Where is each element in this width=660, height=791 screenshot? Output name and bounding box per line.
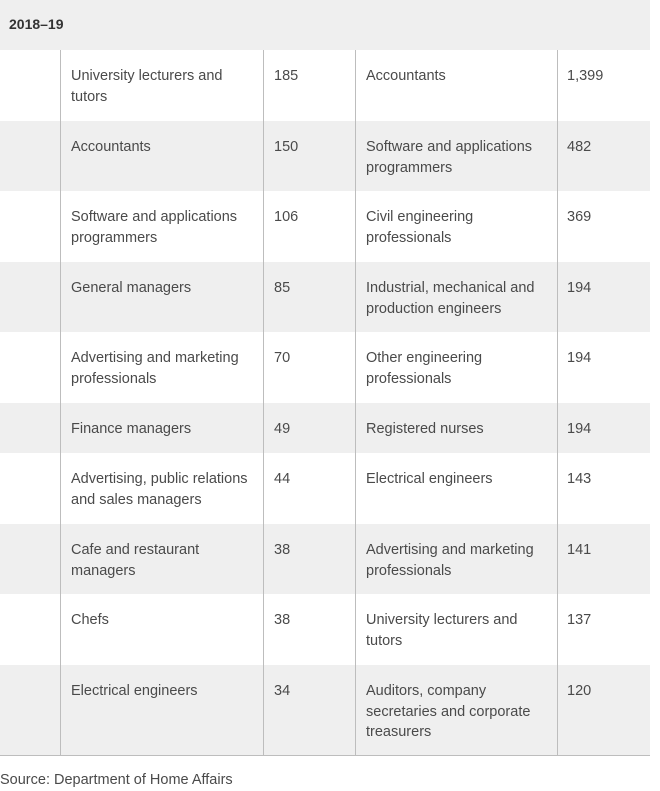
count-a-cell: 38 — [274, 542, 291, 558]
occupation-a-cell: Electrical engineers — [71, 683, 198, 699]
occupation-b-cell: Advertising and marketing professionals — [366, 542, 534, 579]
occupation-a-cell: University lecturers and tutors — [71, 68, 223, 105]
count-a-cell: 70 — [274, 350, 291, 366]
table-row — [0, 594, 650, 665]
occupation-a-cell: Advertising, public relations and sales managers — [71, 471, 248, 508]
occupation-b-cell: Software and applications programmers — [366, 139, 533, 176]
table-row — [0, 453, 650, 524]
count-a-cell: 49 — [274, 421, 291, 437]
source-note: Source: Department of Home Affairs — [0, 772, 233, 788]
occupation-b-cell: Auditors, company secretaries and corporate treasurers — [366, 683, 531, 740]
count-b-cell: 482 — [567, 139, 592, 155]
table-row — [0, 665, 650, 755]
column-divider — [263, 50, 264, 755]
occupation-a-cell: Accountants — [71, 139, 151, 155]
table-row — [0, 403, 650, 453]
table-row — [0, 524, 650, 594]
occupation-a-cell: Chefs — [71, 612, 109, 628]
occupation-b-cell: University lecturers and tutors — [366, 612, 518, 649]
occupation-a-cell: Cafe and restaurant managers — [71, 542, 200, 579]
count-a-cell: 85 — [274, 280, 291, 296]
count-b-cell: 1,399 — [567, 68, 604, 84]
occupation-a-cell: Advertising and marketing professionals — [71, 350, 239, 387]
count-a-cell: 34 — [274, 683, 291, 699]
column-divider — [557, 50, 558, 755]
count-b-cell: 137 — [567, 612, 592, 628]
table-bottom-border — [0, 755, 650, 756]
count-a-cell: 106 — [274, 209, 299, 225]
table-row — [0, 50, 650, 121]
occupation-b-cell: Accountants — [366, 68, 446, 84]
occupation-b-cell: Registered nurses — [366, 421, 484, 437]
table-row — [0, 121, 650, 191]
occupation-b-cell: Industrial, mechanical and production engineers — [366, 280, 535, 317]
count-a-cell: 38 — [274, 612, 291, 628]
count-a-cell: 185 — [274, 68, 299, 84]
occupation-a-cell: Finance managers — [71, 421, 192, 437]
count-b-cell: 194 — [567, 421, 592, 437]
table-row — [0, 191, 650, 262]
count-b-cell: 143 — [567, 471, 592, 487]
count-b-cell: 141 — [567, 542, 592, 558]
occupation-table — [0, 50, 650, 755]
column-divider — [355, 50, 356, 755]
count-b-cell: 369 — [567, 209, 592, 225]
count-b-cell: 194 — [567, 350, 592, 366]
occupation-b-cell: Electrical engineers — [366, 471, 493, 487]
count-a-cell: 150 — [274, 139, 299, 155]
occupation-a-cell: Software and applications programmers — [71, 209, 238, 246]
table-header — [0, 0, 650, 50]
table-title: 2018–19 — [9, 16, 64, 32]
table-row — [0, 262, 650, 332]
count-b-cell: 194 — [567, 280, 592, 296]
occupation-b-cell: Other engineering professionals — [366, 350, 483, 387]
occupation-a-cell: General managers — [71, 280, 192, 296]
table-row — [0, 332, 650, 403]
count-b-cell: 120 — [567, 683, 592, 699]
column-divider — [60, 50, 61, 755]
occupation-b-cell: Civil engineering professionals — [366, 209, 474, 246]
count-a-cell: 44 — [274, 471, 291, 487]
